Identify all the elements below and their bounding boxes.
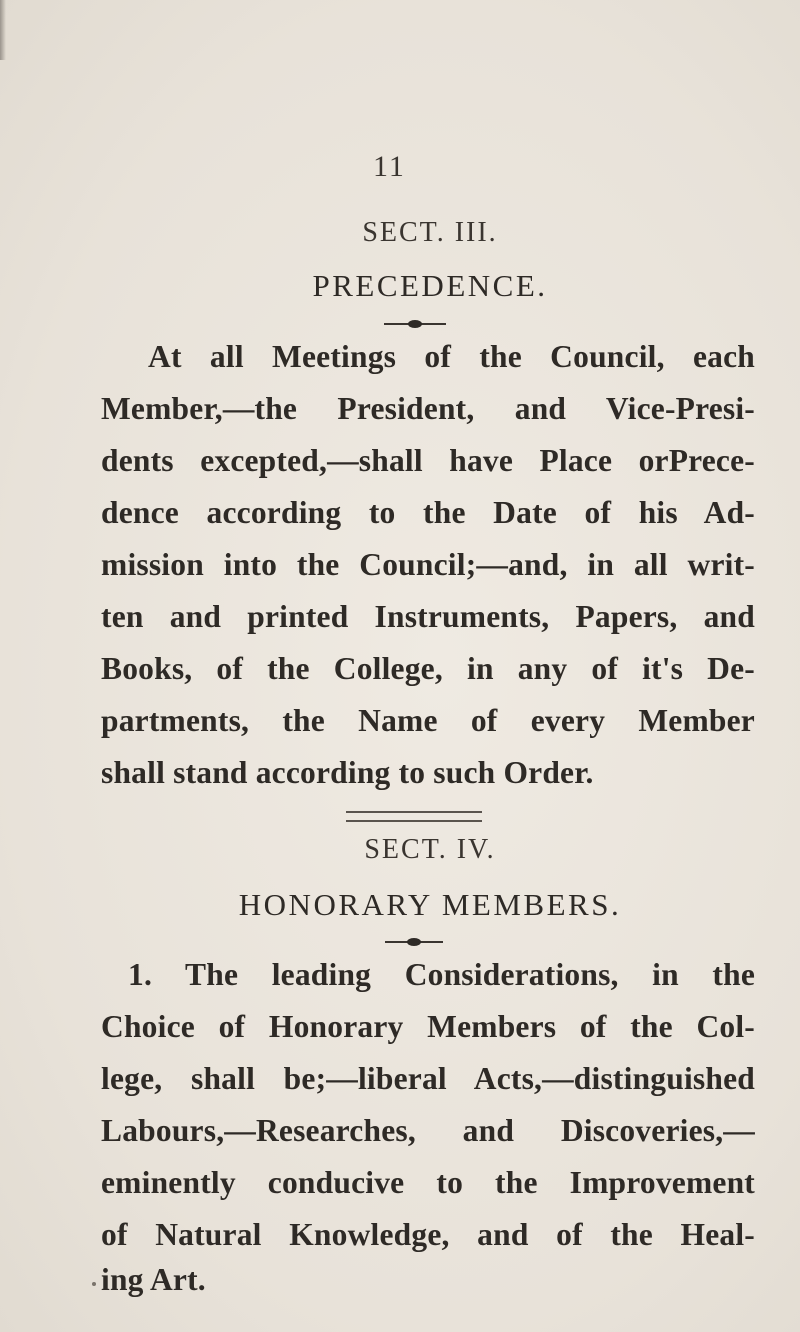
section-4-ornament [385,941,443,943]
section-3-line-5: mission into the Council;—and, in all writ- [101,547,755,582]
section-3-line-4: dence according to the Date of his Ad- [101,495,755,530]
page-number: 11 [373,150,406,183]
section-3-line-2: Member,—the President, and Vice-Presi- [101,391,755,426]
section-3-line-9: shall stand according to such Order. [101,755,594,790]
section-3-line-7: Books, of the College, in any of it's De- [101,651,755,686]
section-4-line-2: Choice of Honorary Members of the Col- [101,1009,755,1044]
section-3-line-3: dents excepted,—shall have Place orPrece- [101,443,755,478]
section-4-heading: SECT. IV. [364,834,496,865]
section-4-line-6: of Natural Knowledge, and of the Heal- [101,1217,755,1252]
section-3-line-1: At all Meetings of the Council, each [148,339,755,374]
section-4-line-1: 1. The leading Considerations, in the [128,957,755,992]
section-4-line-3: lege, shall be;—liberal Acts,—distinguished [101,1061,755,1096]
section-divider [346,811,482,822]
page-edge-shadow [0,0,6,60]
section-3-heading: SECT. III. [362,217,498,248]
section-3-ornament [384,323,446,325]
section-4-line-4: Labours,—Researches, and Discoveries,— [101,1113,755,1148]
section-4-line-7: ing Art. [101,1262,206,1297]
paper-speck [92,1282,96,1286]
section-4-line-5: eminently conducive to the Improvement [101,1165,755,1200]
section-3-line-6: ten and printed Instruments, Papers, and [101,599,755,634]
section-4-title: HONORARY MEMBERS. [238,887,622,922]
section-3-line-8: partments, the Name of every Member [101,703,755,738]
section-3-title: PRECEDENCE. [312,268,548,303]
